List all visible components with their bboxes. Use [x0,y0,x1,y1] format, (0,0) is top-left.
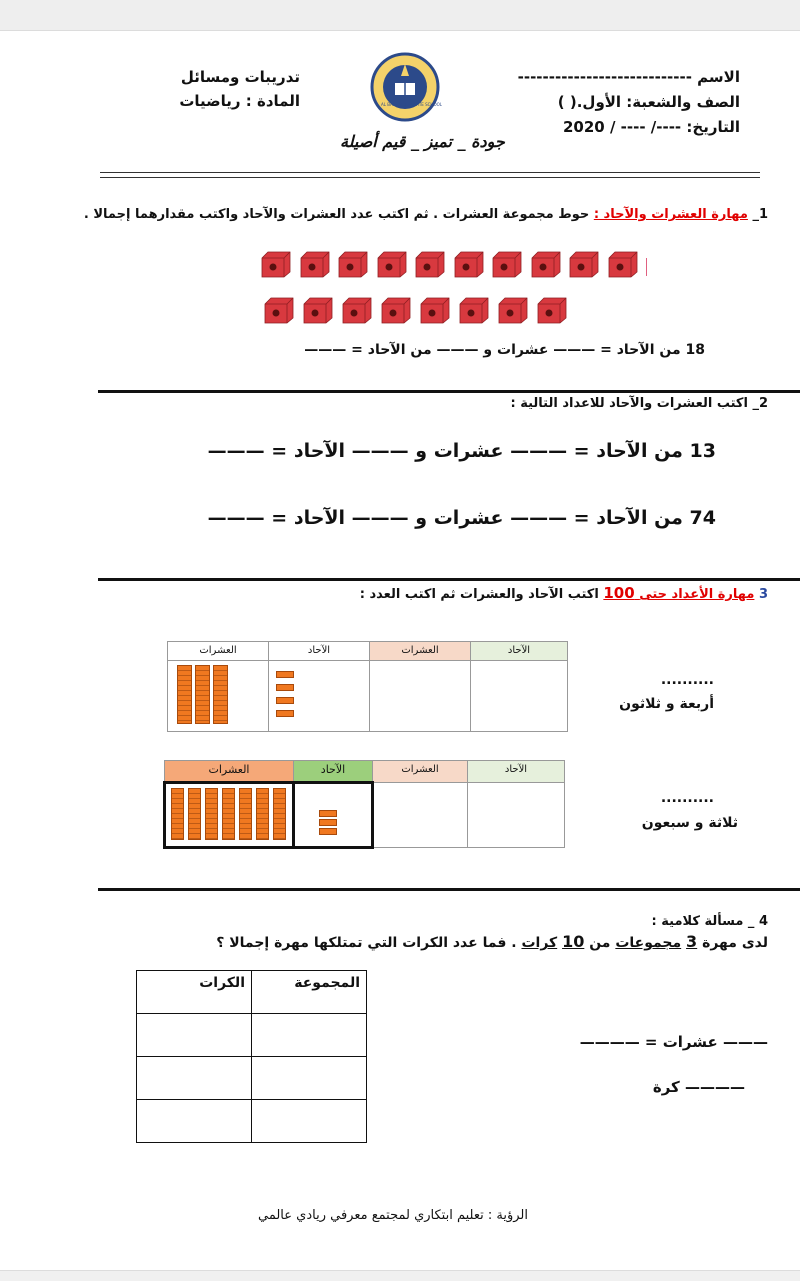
cube [530,250,560,278]
cube [497,296,527,324]
ones-label: الآحاد [320,763,346,776]
section-rule-2 [98,578,800,581]
class-field: الصف والشعبة: الأول.( ) [557,93,740,111]
q4-title: مسألة كلامية : [651,914,744,929]
cube [414,250,444,278]
cube [419,296,449,324]
ten-rod [188,788,201,840]
cube [299,250,329,278]
q1-number: 1_ [752,207,768,222]
top-bar [0,0,800,31]
q4-text-end: . فما عدد الكرات التي تمتلكها مهرة إجمالا ؟ [216,935,517,951]
q3-instruction: اكتب الآحاد والعشرات ثم اكتب العدد : [359,587,599,602]
ten-rod [213,665,228,724]
tens-answer-header-1 [370,642,471,661]
q4-col-group: المجموعة [252,971,367,1014]
q4-cell[interactable] [252,1014,367,1057]
ones-header-2 [294,761,373,783]
q4-text-balls: كرات [521,935,558,951]
ones-answer-header-1 [471,642,568,661]
school-logo [370,50,440,125]
q1-answer-line: 18 من الآحاد = ——— عشرات و ——— من الآحاد = ——— [304,342,705,358]
cube [491,250,521,278]
ten-rod [171,788,184,840]
ten-rod [222,788,235,840]
q4-cell[interactable] [137,1014,252,1057]
q3-dots-1: .......... [660,672,714,688]
q3-skill-num: 100 [603,584,635,602]
q1-header [84,207,768,222]
ones-answer-cell-2[interactable] [468,783,565,848]
header-separator [100,172,760,178]
topic-title: تدريبات ومسائل [180,68,300,86]
one-cube [319,828,337,835]
tens-answer-cell-2[interactable] [373,783,468,848]
q4-cell[interactable] [252,1057,367,1100]
tens-header-2 [165,761,294,783]
subject-title: المادة : رياضيات [179,92,300,110]
cube [536,296,566,324]
bottom-bar [0,1270,800,1281]
ones-answer-cell-1[interactable] [471,661,568,732]
q4-problem [216,932,768,951]
tens-answer-header-2 [373,761,468,783]
q2-instruction: اكتب العشرات والآحاد للاعداد التالية : [510,396,748,411]
q4-text-groups: مجموعات [615,935,682,951]
q4-table [136,970,367,1143]
tens-header-1 [168,642,269,661]
vision-footer: الرؤية : تعليم ابتكاري لمجتمع معرفي ريادي عالمي [258,1208,528,1223]
tens-label: العشرات [401,764,439,775]
ones-label: الآحاد [507,645,531,656]
cube [260,250,290,278]
q3-number: 3 [758,587,768,602]
q1-skill: مهارة العشرات والآحاد : [593,207,748,222]
cube [380,296,410,324]
cube [341,296,371,324]
q2-line-13: 13 من الآحاد = ——— عشرات و ——— الآحاد = ——— [207,440,716,462]
name-field: الاسم ---------------------------- [517,68,740,86]
q2-line-74: 74 من الآحاد = ——— عشرات و ——— الآحاد = ——— [207,507,716,529]
ones-header-1 [269,642,370,661]
q3-dots-2: .......... [660,790,714,806]
cube [302,296,332,324]
q3-header [360,584,768,602]
tens-label: العشرات [199,645,237,656]
section-rule-3 [98,888,800,891]
q3-word-2: ثلاثة و سبعون [641,815,738,831]
q4-text-from: من [589,935,611,951]
q2-header [510,396,768,411]
q4-number-balls: 10 [562,932,585,951]
q3-word-1: أربعة و ثلاثون [619,696,714,712]
cube [376,250,406,278]
ten-rod [239,788,252,840]
ten-rod [177,665,192,724]
q4-cell[interactable] [252,1100,367,1143]
one-cube [276,710,294,717]
one-cube [276,697,294,704]
cube [607,250,637,278]
q4-text-start: لدى مهرة [702,935,768,951]
q4-tens-equation: ——— عشرات = ———— [579,1033,768,1051]
tens-answer-cell-1[interactable] [370,661,471,732]
school-slogan: جودة _ تميز _ قيم أصيلة [340,132,505,151]
cube [568,250,598,278]
one-cube [319,819,337,826]
q4-number: 4 _ [747,914,768,929]
q3-skill-prefix: مهارة الأعداد حتى [639,587,755,602]
q4-balls-equation: ———— كرة [652,1078,745,1096]
ones-label: الآحاد [307,645,331,656]
one-cube [276,671,294,678]
ones-answer-header-2 [468,761,565,783]
ten-rod [273,788,286,840]
ten-rod [256,788,269,840]
section-rule-1 [98,390,800,393]
tens-label: العشرات [401,645,439,656]
q4-cell[interactable] [137,1100,252,1143]
one-cube [319,810,337,817]
ten-rod [205,788,218,840]
one-cube [276,684,294,691]
q2-number: 2_ [752,396,768,411]
q4-header [652,914,768,929]
logo-text: AL BASHAER PRIVATE SCHOOL [381,102,442,107]
cube [263,296,293,324]
tens-label: العشرات [208,763,250,776]
q4-col-balls: الكرات [137,971,252,1014]
ten-rod [195,665,210,724]
q4-number-groups: 3 [686,932,698,951]
q3-skill [603,584,755,602]
date-field: التاريخ: ----/ ---- / 2020 [562,118,740,136]
q4-cell[interactable] [137,1057,252,1100]
cube [337,250,367,278]
cube [458,296,488,324]
q1-instruction: حوط مجموعة العشرات . ثم اكتب عدد العشرات والآحاد واكتب مقدارهما إجمالا . [83,207,590,222]
ones-label: الآحاد [504,764,528,775]
cube [453,250,483,278]
cube-divider [646,258,647,276]
